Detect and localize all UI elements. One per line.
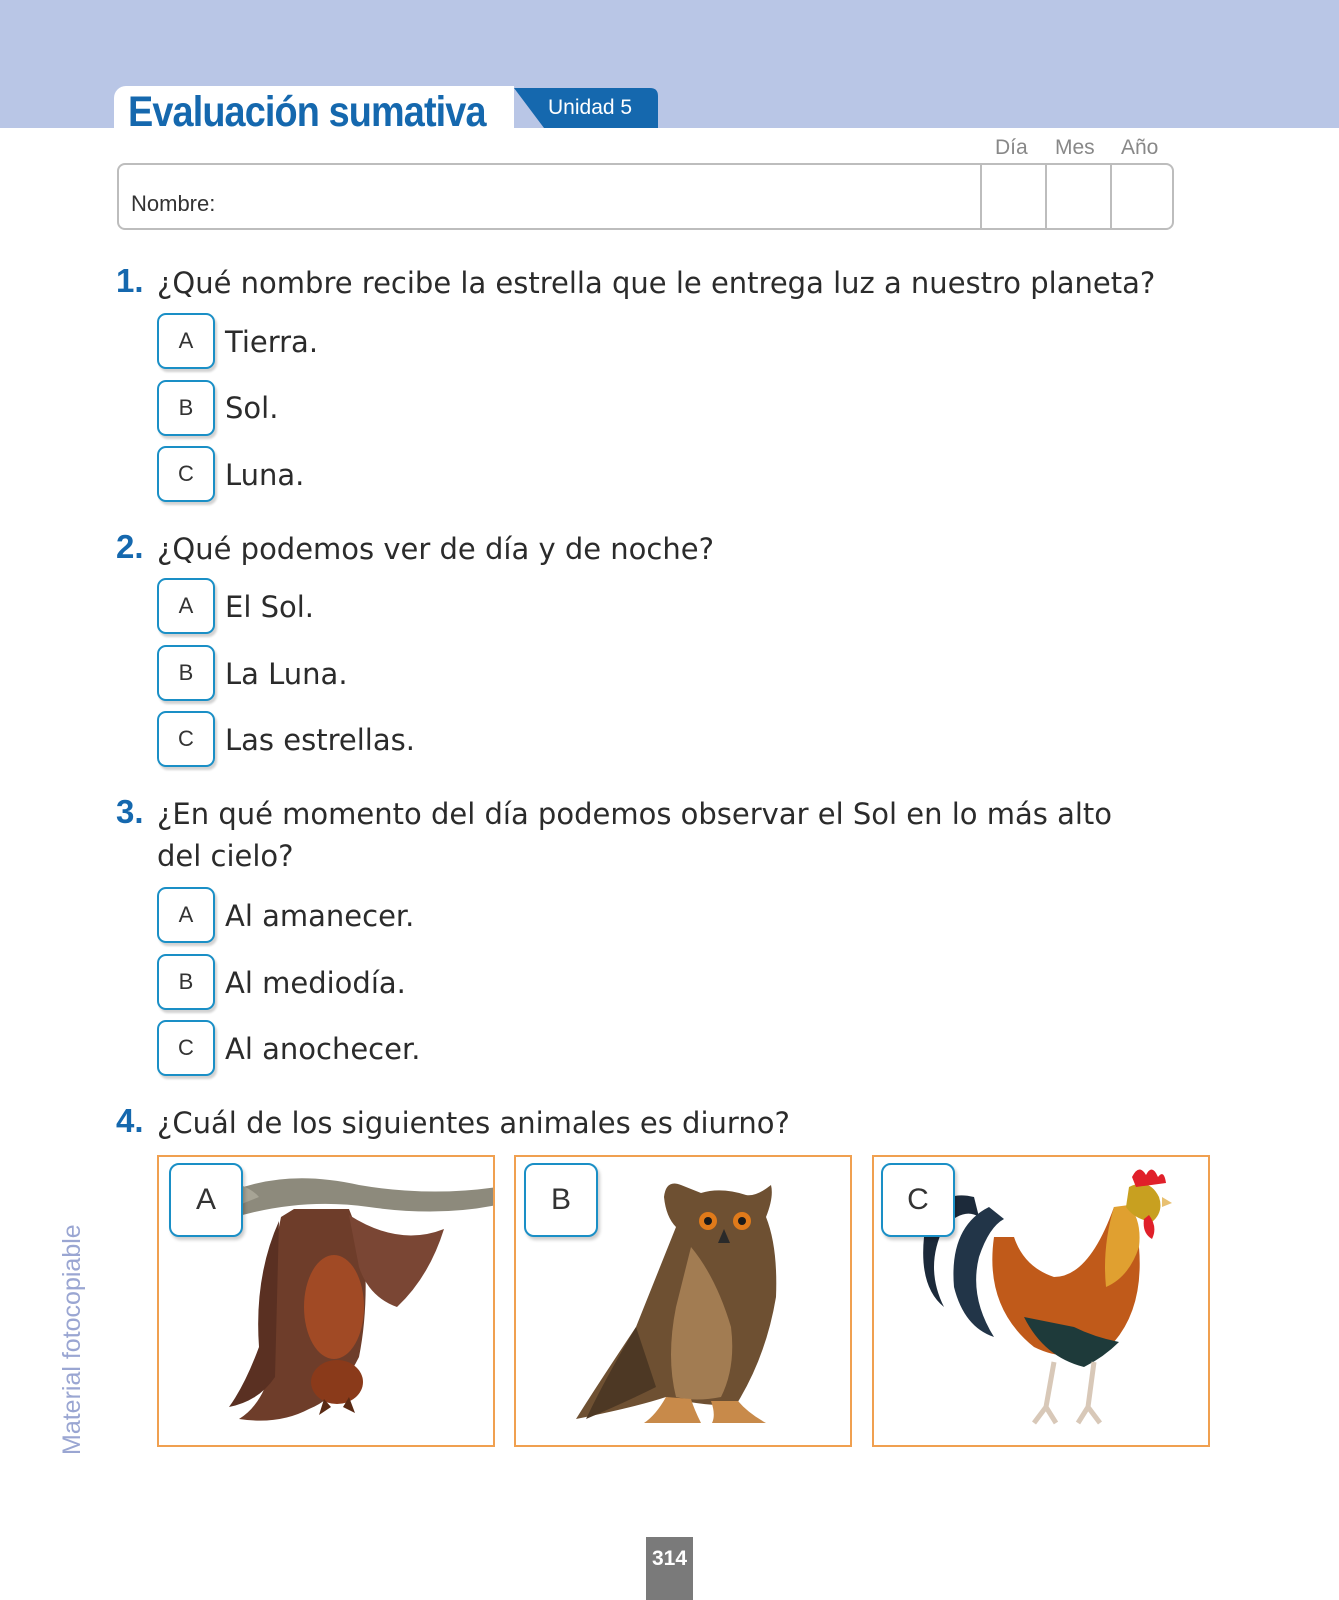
question-3-text-line1: ¿En qué momento del día podemos observar el Sol en lo más alto xyxy=(157,797,1113,831)
side-note: Material fotocopiable xyxy=(58,1224,86,1455)
q1-option-b-text: Sol. xyxy=(225,391,279,425)
question-1-text: ¿Qué nombre recibe la estrella que le entrega luz a nuestro planeta? xyxy=(157,266,1156,300)
q2-option-a-box[interactable]: A xyxy=(157,578,215,634)
question-2-number: 2. xyxy=(116,528,144,565)
month-label: Mes xyxy=(1055,136,1095,159)
q3-option-b-text: Al mediodía. xyxy=(225,966,406,1000)
q3-option-c-box[interactable]: C xyxy=(157,1020,215,1076)
question-4-text: ¿Cuál de los siguientes animales es diurno? xyxy=(157,1106,790,1140)
q1-option-b-box[interactable]: B xyxy=(157,380,215,436)
image-c-label[interactable]: C xyxy=(881,1163,955,1237)
q2-option-c-box[interactable]: C xyxy=(157,711,215,767)
year-label: Año xyxy=(1121,136,1159,159)
q3-option-a-box[interactable]: A xyxy=(157,887,215,943)
page-title: Evaluación sumativa xyxy=(128,88,486,136)
year-cell-divider xyxy=(1110,165,1112,228)
q3-option-b-box[interactable]: B xyxy=(157,954,215,1010)
question-1-number: 1. xyxy=(116,262,144,299)
month-cell-divider xyxy=(1045,165,1047,228)
q3-option-a-text: Al amanecer. xyxy=(225,899,415,933)
q3-option-c-text: Al anochecer. xyxy=(225,1032,421,1066)
q1-option-a-box[interactable]: A xyxy=(157,313,215,369)
q2-option-c-text: Las estrellas. xyxy=(225,723,415,757)
image-b-label[interactable]: B xyxy=(524,1163,598,1237)
question-3-text-line2: del cielo? xyxy=(157,839,294,873)
q2-option-a-text: El Sol. xyxy=(225,590,315,624)
q1-option-c-text: Luna. xyxy=(225,458,305,492)
question-3-number: 3. xyxy=(116,793,144,830)
name-label: Nombre: xyxy=(131,191,216,216)
name-field[interactable] xyxy=(117,163,1174,230)
q1-option-c-box[interactable]: C xyxy=(157,446,215,502)
image-a-label[interactable]: A xyxy=(169,1163,243,1237)
day-label: Día xyxy=(995,136,1028,159)
unit-tag xyxy=(500,88,658,128)
q1-option-a-text: Tierra. xyxy=(225,325,319,359)
day-cell-divider xyxy=(980,165,982,228)
unit-label: Unidad 5 xyxy=(548,96,633,119)
question-2-text: ¿Qué podemos ver de día y de noche? xyxy=(157,532,714,566)
question-4-number: 4. xyxy=(116,1102,144,1139)
q2-option-b-box[interactable]: B xyxy=(157,645,215,701)
page-number: 314 xyxy=(646,1537,693,1600)
q2-option-b-text: La Luna. xyxy=(225,657,348,691)
